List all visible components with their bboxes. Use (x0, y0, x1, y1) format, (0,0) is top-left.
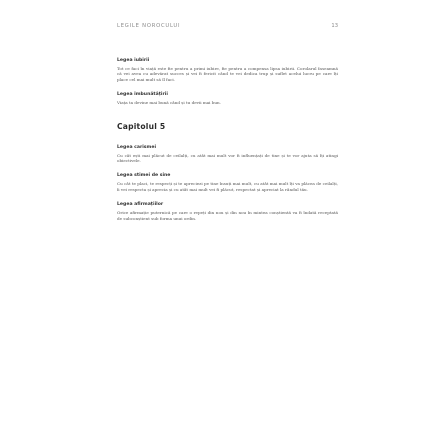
section-body: Cu cât te placi, te respecți și te apreciezi pe tine însuți mai mult, cu atât mai mult îți va plăcea de ceilalți, îi vei respecta și aprecia și cu atât mai mult vei fi plăcut, respectat și apreciat la rândul tău. (117, 181, 338, 192)
section-title: Legea îmbunătățirii (117, 92, 168, 98)
section-legea-imbunatatirii (117, 92, 338, 105)
section-body: Viața ta devine mai bună când și tu devii mai bun. (117, 100, 221, 106)
section-legea-carismei (117, 145, 338, 164)
section-title: Legea stimei de sine (117, 173, 171, 179)
running-head (117, 23, 338, 29)
section-title: Legea iubirii (117, 58, 150, 63)
section-title: Legea carismei (117, 144, 157, 150)
page-number: 13 (331, 23, 338, 29)
section-body: Cu cât ești mai plăcut de ceilalți, cu atât mai mult vor fi influențați de tine și te vor ajuta să îți atingi obiectivele. (117, 152, 338, 164)
section-body: Tot ce faci în viață este fie pentru a primi iubire, fie pentru a compensa lipsa iubirii. Corolarul înseamnă că vei avea cu adevărat succes și vei fi fericit când te vei dedica trup și suflet acelui lucru pe care îți place cel mai mult să îl faci. (117, 66, 338, 82)
section-title: Legea afirmațiilor (117, 202, 164, 208)
section-legea-stimei-de-sine (117, 173, 338, 192)
page-content (117, 58, 338, 231)
section-body: Orice afirmație puternică pe care o repeți din nou și din nou în mintea conștientă va fi îndată receptată de subconștient sub forma unui ordin. (117, 210, 338, 221)
section-legea-iubirii (117, 58, 338, 82)
chapter-title: Capitolul 5 (117, 121, 166, 131)
section-legea-afirmatiilor (117, 202, 338, 221)
running-title: LEGILE NOROCULUI (117, 23, 181, 29)
